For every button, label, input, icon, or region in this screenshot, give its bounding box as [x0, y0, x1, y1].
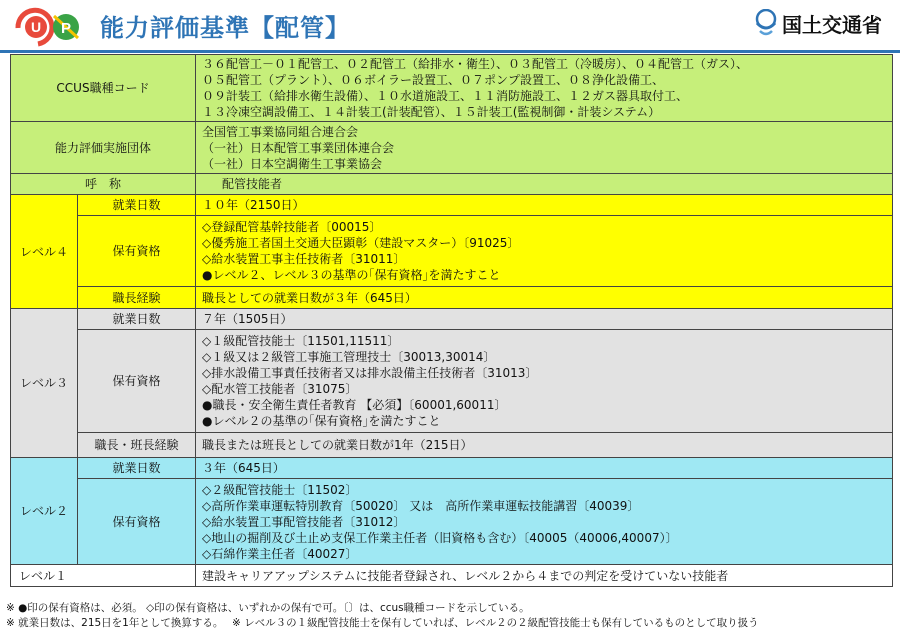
qualification-item: ◇高所作業車運転特別教育〔50020〕 又は 高所作業車運転技能講習〔40039〕 [202, 498, 640, 513]
org-list [196, 122, 893, 174]
level4-exp-value: 職長としての就業日数が３年（645日） [196, 287, 893, 309]
qualification-item: ◇優秀施工者国土交通大臣顕彰（建設マスター）〔91025〕 [202, 236, 520, 250]
level3-qual-label: 保有資格 [78, 330, 196, 433]
qualification-item: ◇給水装置工事配管技能者〔31012〕 [202, 514, 406, 529]
qualification-item: ◇排水設備工事責任技術者又は排水設備主任技術者〔31013〕 [202, 366, 538, 380]
org-line: 全国管工事業協同組合連合会 [202, 124, 359, 139]
level4-qual-label: 保有資格 [78, 216, 196, 287]
level1-label: レベル１ [11, 565, 196, 587]
level3-exp-label: 職長・班長経験 [78, 433, 196, 458]
level2-label: レベル２ [11, 458, 78, 565]
qualification-item: ◇配水管工技能者〔31075〕 [202, 382, 358, 396]
org-line: （一社）日本配管工事業団体連合会 [202, 140, 395, 155]
level1-value: 建設キャリアアップシステムに技能者登録され、レベル２から４までの判定を受けていない技能者 [196, 565, 893, 587]
header-divider [0, 50, 900, 53]
qualification-item: ◇１級又は２級管工事施工管理技士〔30013,30014〕 [202, 350, 496, 364]
name-value: 配管技能者 [196, 174, 893, 195]
ccus-code-line: ０９計装工（給排水衛生設備）、１０水道施設工、１１消防施設工、１２ガス器具取付工、 [202, 89, 689, 103]
ccus-row [11, 55, 893, 122]
level4-label: レベル４ [11, 195, 78, 309]
level2-days-value: ３年（645日） [196, 458, 893, 479]
level4-days-label: 就業日数 [78, 195, 196, 216]
footnote: ※ 就業日数は、215日を1年として換算する。 ※ レベル３の１級配管技能士を保有していれば、レベル２の２級配管技能士も保有しているものとして取り扱う [6, 617, 759, 629]
level1-row [11, 565, 893, 587]
level4-days-row [11, 195, 893, 216]
level4-qual-list [196, 216, 893, 287]
level3-exp-value: 職長または班長としての就業日数が1年（215日） [196, 433, 893, 458]
qualification-item: ●職長・安全衛生責任者教育 【必須】〔60001,60011〕 [202, 398, 507, 412]
qualification-item: ●レベル２の基準の｢保有資格｣を満たすこと [202, 414, 441, 428]
footnote: ※ ●印の保有資格は、必須。 ◇印の保有資格は、いずれかの保有で可。〔〕は、ccus職種コードを示している。 [6, 602, 530, 614]
level4-exp-row [11, 287, 893, 309]
level3-days-row [11, 309, 893, 330]
org-row [11, 122, 893, 174]
level3-days-label: 就業日数 [78, 309, 196, 330]
ccus-code-line: ０５配管工（プラント）、０６ボイラー設置工、０７ポンプ設置工、０８浄化設備工、 [202, 73, 665, 87]
level2-days-label: 就業日数 [78, 458, 196, 479]
criteria-table [10, 54, 893, 587]
ccus-codes [196, 55, 893, 122]
up-logo-icon [14, 6, 90, 48]
qualification-item: ●レベル２、レベル３の基準の｢保有資格｣を満たすこと [202, 268, 501, 282]
ccus-code-line: １３冷凍空調設備工、１４計装工(計装配管）、１５計装工(監視制御・計装システム） [202, 105, 661, 119]
ministry-logo [754, 6, 882, 40]
org-label: 能力評価実施団体 [11, 122, 196, 174]
level4-qual-row [11, 216, 893, 287]
level3-exp-row [11, 433, 893, 458]
level2-qual-row [11, 479, 893, 565]
svg-text:P: P [60, 20, 72, 37]
svg-text:U: U [30, 19, 42, 35]
level2-qual-list [196, 479, 893, 565]
name-row [11, 174, 893, 195]
page-title: 能力評価基準【配管】 [100, 14, 350, 42]
level4-days-value: １０年（2150日） [196, 195, 893, 216]
qualification-item: ◇石綿作業主任者〔40027〕 [202, 546, 358, 561]
qualification-item: ◇地山の掘削及び土止め支保工作業主任者（旧資格も含む）〔40005（40006,40007）〕 [202, 530, 678, 545]
qualification-item: ◇給水装置工事主任技術者〔31011〕 [202, 252, 406, 266]
level3-qual-row [11, 330, 893, 433]
ccus-code-line: ３６配管工－０１配管工、０２配管工（給排水・衛生）、０３配管工（冷暖房）、０４配管工（ガス）、 [202, 57, 749, 71]
level3-days-value: ７年（1505日） [196, 309, 893, 330]
qualification-item: ◇登録配管基幹技能者〔00015〕 [202, 220, 382, 234]
qualification-item: ◇１級配管技能士〔11501,11511〕 [202, 334, 400, 348]
level3-qual-list [196, 330, 893, 433]
page-header [0, 0, 900, 52]
ccus-label: CCUS職種コード [11, 55, 196, 122]
qualification-item: ◇２級配管技能士〔11502〕 [202, 482, 358, 497]
level2-qual-label: 保有資格 [78, 479, 196, 565]
level3-label: レベル３ [11, 309, 78, 458]
name-label: 呼 称 [11, 174, 196, 195]
org-line: （一社）日本空調衛生工事業協会 [202, 156, 383, 171]
mlit-emblem-icon [754, 9, 778, 37]
level4-exp-label: 職長経験 [78, 287, 196, 309]
level2-days-row [11, 458, 893, 479]
ministry-name: 国土交通省 [782, 12, 882, 37]
